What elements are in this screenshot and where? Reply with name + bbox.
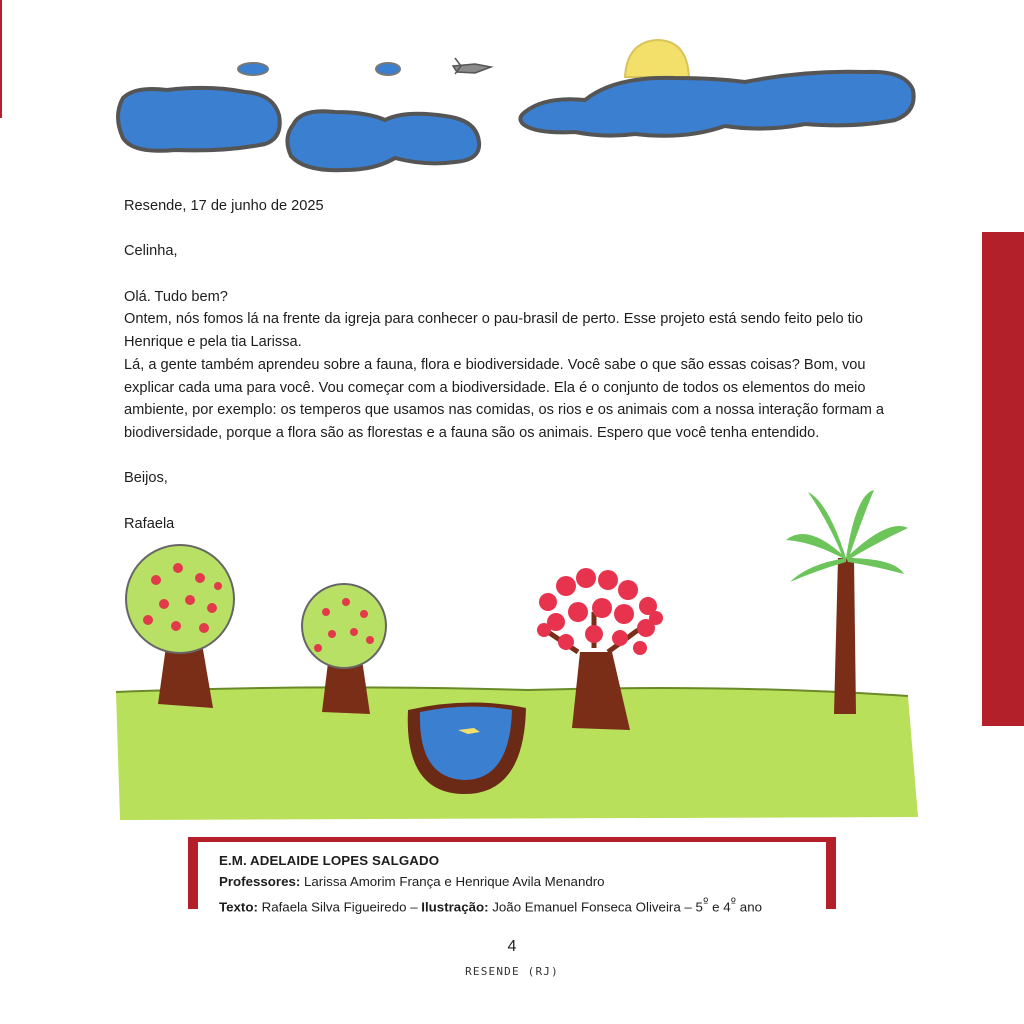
- grade-four: 4: [723, 899, 731, 915]
- credits-box: [188, 837, 836, 915]
- letter-paragraph: Ontem, nós fomos lá na frente da igreja para conhecer o pau-brasil de perto. Esse projeto está sendo feito pelo tio Henrique e pela tia Larissa.: [124, 311, 864, 351]
- illustration-label: Ilustração:: [421, 899, 489, 915]
- letter-paragraph: Olá. Tudo bem?: [124, 288, 228, 305]
- teachers-names: Larissa Amorim França e Henrique Avila Menandro: [304, 873, 605, 889]
- letter-signature: Rafaela: [124, 515, 175, 532]
- illustrator-name: João Emanuel Fonseca Oliveira: [492, 899, 681, 915]
- school-name: E.M. ADELAIDE LOPES SALGADO: [219, 853, 440, 868]
- letter-salutation: Celinha,: [124, 243, 178, 260]
- sky-illustration: [105, 20, 955, 195]
- authors-line: [219, 892, 826, 918]
- small-clouds: [238, 63, 400, 75]
- grade-five: 5: [695, 899, 703, 915]
- grade-suffix: ano: [739, 899, 762, 915]
- separator-dash: –: [684, 899, 692, 915]
- credits-content: [198, 842, 826, 915]
- landscape-illustration: [108, 462, 940, 830]
- text-author: Rafaela Silva Figueiredo: [261, 899, 407, 915]
- cloud-left: [118, 88, 280, 151]
- cloud-right: [520, 72, 913, 136]
- page-edge-accent: [0, 0, 2, 118]
- letter-closing: Beijos,: [124, 470, 168, 487]
- separator-dash: –: [410, 899, 418, 915]
- teachers-label: Professores:: [219, 873, 301, 889]
- side-accent-bar: [982, 232, 1024, 726]
- footer-city: RESENDE (RJ): [465, 965, 559, 978]
- letter-paragraph: Lá, a gente também aprendeu sobre a fauna, flora e biodiversidade. Você sabe o que são essas coisas? Bom, vou explicar cada uma para você. Vou começar com a biodiversidade. Ela é o conjunto de todos os elementos do meio ambiente, por exemplo: os temperos que usamos nas comidas, os rios e os animais com a nossa interação formam a biodiversidade, porque a flora são as florestas e a fauna são os animais. Espero que você tenha entendido.: [124, 356, 885, 441]
- page-number: 4: [507, 938, 517, 955]
- ordinal-mark: º: [702, 895, 709, 909]
- airplane-doodle: [453, 58, 491, 74]
- ordinal-mark: º: [730, 895, 737, 909]
- tree-apple-left: [126, 545, 234, 708]
- letter-date: Resende, 17 de junho de 2025: [124, 198, 324, 214]
- sun: [625, 40, 689, 77]
- cloud-middle: [287, 111, 479, 170]
- palm-tree: [786, 490, 908, 714]
- grade-and: e: [712, 899, 720, 915]
- text-label: Texto:: [219, 899, 258, 915]
- teachers-line: [219, 872, 826, 893]
